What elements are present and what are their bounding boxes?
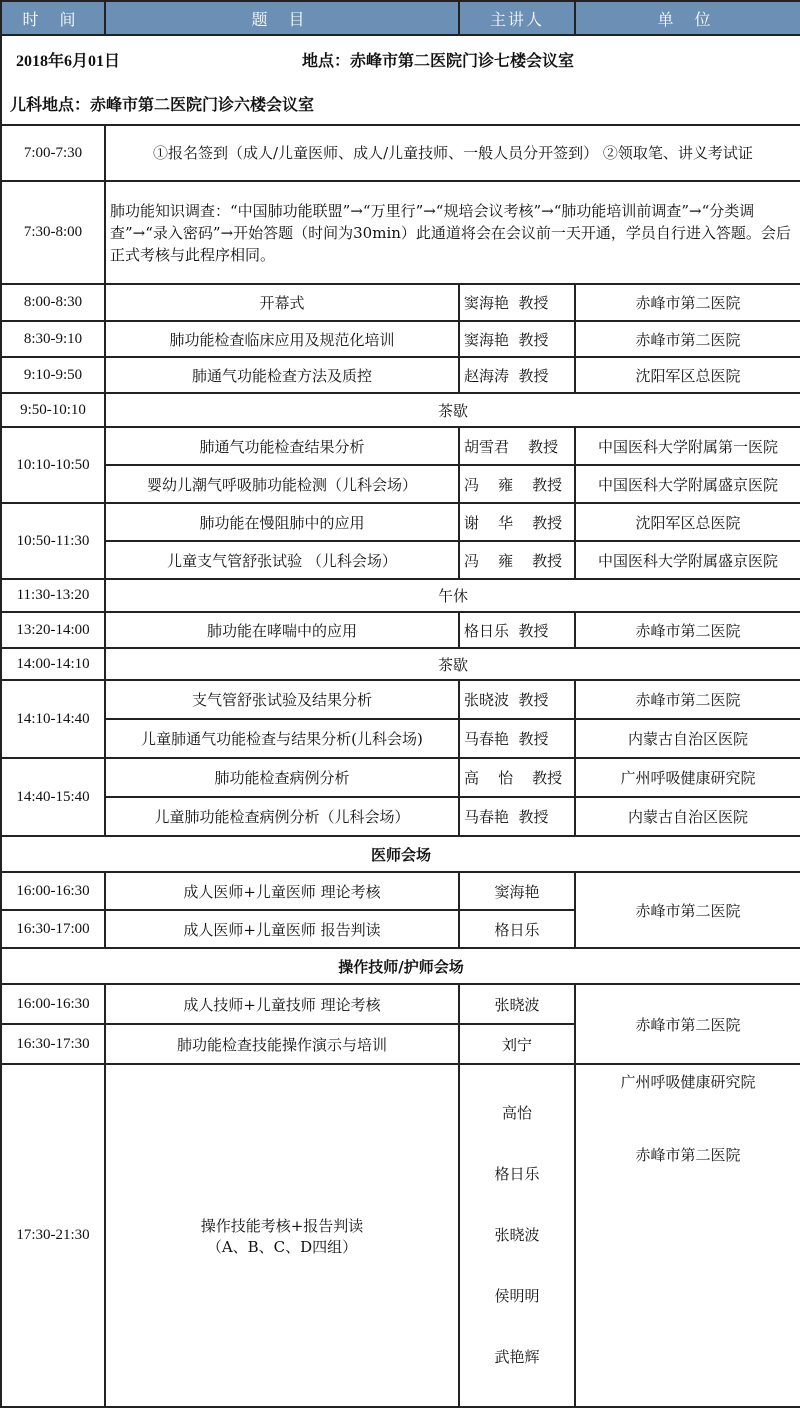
table-row (1, 181, 800, 284)
table-row (1, 541, 800, 579)
unit-cell: 中国医科大学附属盛京医院 (575, 541, 800, 579)
table-row (1, 612, 800, 648)
table-row (1, 357, 800, 393)
unit-cell: 中国医科大学附属第一医院 (575, 427, 800, 465)
speaker-cell: 窦海艳 教授 (459, 284, 575, 321)
speaker-cell: 张晓波 (459, 984, 575, 1024)
break-cell: 茶歇 (105, 648, 800, 680)
time-cell: 10:10-10:50 (1, 427, 105, 503)
table-row (1, 321, 800, 357)
break-cell: 午休 (105, 579, 800, 612)
header-speaker: 主讲人 (459, 1, 575, 35)
topic-cell: 肺功能检查技能操作演示与培训 (105, 1024, 459, 1064)
speaker-name: 侯明明 (494, 1287, 540, 1305)
table-row (1, 465, 800, 503)
topic-cell: 开幕式 (105, 284, 459, 321)
table-row (1, 579, 800, 612)
unit-cell: 沈阳军区总医院 (575, 357, 800, 393)
topic-cell (105, 1064, 459, 1407)
topic-cell: 儿童肺功能检查病例分析（儿科会场） (105, 797, 459, 836)
speaker-cell: 格日乐 教授 (459, 612, 575, 648)
notice-cell: 肺功能知识调查：“中国肺功能联盟”→“万里行”→“规培会议考核”→“肺功能培训前调查”→“分类调查”→“录入密码”→开始答题（时间为30min）此通道将会在会议前一天开通，学员自行进入答题。会后正式考核与此程序相同。 (105, 181, 800, 284)
speaker-list-cell (459, 1064, 575, 1407)
unit-cell: 赤峰市第二医院 (575, 284, 800, 321)
speaker-cell: 刘宁 (459, 1024, 575, 1064)
speaker-cell: 马春艳 教授 (459, 797, 575, 836)
table-row (1, 872, 800, 910)
info-row (1, 35, 800, 125)
table-row (1, 284, 800, 321)
speaker-name: 张晓波 (494, 1226, 540, 1244)
topic-cell: 肺功能检查临床应用及规范化培训 (105, 321, 459, 357)
speaker-cell: 胡雪君 教授 (459, 427, 575, 465)
speaker-cell: 高 怡 教授 (459, 758, 575, 797)
speaker-cell: 格日乐 (459, 910, 575, 948)
time-cell: 16:00-16:30 (1, 984, 105, 1024)
topic-cell: 儿童支气管舒张试验 （儿科会场） (105, 541, 459, 579)
speaker-cell: 冯 雍 教授 (459, 465, 575, 503)
header-topic: 题 目 (105, 1, 459, 35)
time-cell: 14:00-14:10 (1, 648, 105, 680)
unit-cell: 赤峰市第二医院 (575, 872, 800, 948)
header-row (1, 1, 800, 35)
table-row (1, 758, 800, 797)
time-cell: 9:10-9:50 (1, 357, 105, 393)
topic-cell: 肺通气功能检查方法及质控 (105, 357, 459, 393)
time-cell: 17:30-21:30 (1, 1064, 105, 1407)
unit-cell: 赤峰市第二医院 (575, 984, 800, 1064)
time-cell: 9:50-10:10 (1, 393, 105, 427)
topic-cell: 肺功能在慢阻肺中的应用 (105, 503, 459, 541)
time-cell: 8:30-9:10 (1, 321, 105, 357)
topic-cell: 支气管舒张试验及结果分析 (105, 680, 459, 719)
meeting-location: 地点：赤峰市第二医院门诊七楼会议室 (302, 51, 575, 70)
topic-cell: 婴幼儿潮气呼吸肺功能检测（儿科会场） (105, 465, 459, 503)
unit-cell: 中国医科大学附属盛京医院 (575, 465, 800, 503)
break-cell: 茶歇 (105, 393, 800, 427)
unit-cell: 赤峰市第二医院 (575, 680, 800, 719)
topic-cell: 儿童肺通气功能检查与结果分析(儿科会场) (105, 719, 459, 758)
time-cell: 11:30-13:20 (1, 579, 105, 612)
speaker-cell: 张晓波 教授 (459, 680, 575, 719)
topic-cell: 成人技师+儿童技师 理论考核 (105, 984, 459, 1024)
table-row (1, 393, 800, 427)
topic-cell: 肺功能在哮喘中的应用 (105, 612, 459, 648)
speaker-cell: 马春艳 教授 (459, 719, 575, 758)
topic-line: 操作技能考核+报告判读 (200, 1216, 364, 1235)
topic-cell: 成人医师+儿童医师 理论考核 (105, 872, 459, 910)
table-row (1, 984, 800, 1024)
table-row (1, 680, 800, 719)
speaker-cell: 谢 华 教授 (459, 503, 575, 541)
section-row (1, 836, 800, 872)
time-cell: 16:30-17:30 (1, 1024, 105, 1064)
topic-cell: 肺功能检查病例分析 (105, 758, 459, 797)
table-row (1, 1064, 800, 1407)
topic-cell: 成人医师+儿童医师 报告判读 (105, 910, 459, 948)
table-row (1, 797, 800, 836)
speaker-cell: 冯 雍 教授 (459, 541, 575, 579)
table-row (1, 503, 800, 541)
time-cell: 13:20-14:00 (1, 612, 105, 648)
unit-cell: 沈阳军区总医院 (575, 503, 800, 541)
time-cell: 10:50-11:30 (1, 503, 105, 579)
table-row (1, 125, 800, 181)
speaker-name: 武艳辉 (494, 1348, 540, 1366)
speaker-cell: 窦海艳 (459, 872, 575, 910)
time-cell: 7:00-7:30 (1, 125, 105, 181)
section-title-tech: 操作技师/护师会场 (1, 948, 800, 984)
unit-cell: 内蒙古自治区医院 (575, 797, 800, 836)
time-cell: 16:30-17:00 (1, 910, 105, 948)
time-cell: 14:10-14:40 (1, 680, 105, 758)
info-cell (1, 35, 800, 125)
speaker-name: 高怡 (501, 1104, 532, 1122)
table-row (1, 427, 800, 465)
unit-line: 广州呼吸健康研究院 (620, 1073, 756, 1091)
unit-cell: 广州呼吸健康研究院 (575, 758, 800, 797)
section-row (1, 948, 800, 984)
speaker-cell: 赵海涛 教授 (459, 357, 575, 393)
section-title-doctors: 医师会场 (1, 836, 800, 872)
time-cell: 14:40-15:40 (1, 758, 105, 836)
speaker-cell: 窦海艳 教授 (459, 321, 575, 357)
header-unit: 单 位 (575, 1, 800, 35)
table-row (1, 719, 800, 758)
unit-cell (575, 1064, 800, 1407)
topic-cell: 肺通气功能检查结果分析 (105, 427, 459, 465)
speaker-name: 格日乐 (494, 1165, 540, 1183)
unit-cell: 赤峰市第二医院 (575, 321, 800, 357)
topic-line: （A、B、C、D四组） (206, 1237, 358, 1256)
unit-line: 赤峰市第二医院 (635, 1146, 741, 1164)
time-cell: 16:00-16:30 (1, 872, 105, 910)
header-time: 时 间 (1, 1, 105, 35)
time-cell: 7:30-8:00 (1, 181, 105, 284)
unit-cell: 内蒙古自治区医院 (575, 719, 800, 758)
time-cell: 8:00-8:30 (1, 284, 105, 321)
notice-cell: ①报名签到（成人/儿童医师、成人/儿童技师、一般人员分开签到） ②领取笔、讲义考试证 (105, 125, 800, 181)
meeting-date: 2018年6月01日 (16, 53, 121, 70)
unit-cell: 赤峰市第二医院 (575, 612, 800, 648)
pediatric-location: 儿科地点：赤峰市第二医院门诊六楼会议室 (10, 95, 315, 114)
table-row (1, 648, 800, 680)
